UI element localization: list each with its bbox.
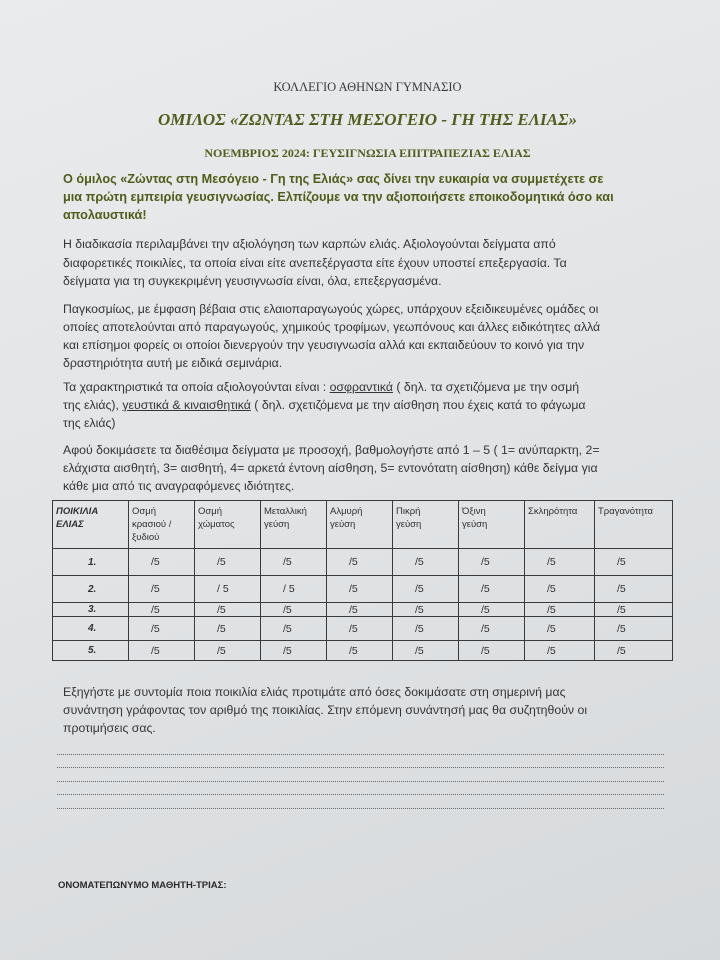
score-cell[interactable]: /5 (595, 641, 673, 661)
header-line: χώματος (198, 519, 235, 530)
table-header-row (53, 501, 673, 549)
score-cell[interactable]: /5 (459, 576, 525, 603)
score-cell[interactable]: /5 (129, 576, 195, 603)
header-line: γεύση (264, 519, 290, 530)
answer-line[interactable] (57, 781, 664, 782)
column-header-hardness (525, 501, 595, 549)
paragraph-line: της ελιάς) (63, 416, 116, 430)
score-cell[interactable]: /5 (525, 617, 595, 641)
variety-number: 4. (53, 617, 129, 641)
intro-line: μια πρώτη εμπειρία γευσιγνωσίας. Ελπίζουμε να την αξιοποιήσετε εποικοδομητικά όσο και (63, 190, 614, 204)
score-cell[interactable]: /5 (393, 641, 459, 661)
score-cell[interactable]: /5 (261, 617, 327, 641)
underlined-term: οσφραντικά (329, 380, 393, 394)
score-cell[interactable]: /5 (195, 617, 261, 641)
header-line: ΠΟΙΚΙΛΙΑ (56, 506, 99, 517)
score-cell[interactable]: /5 (459, 603, 525, 617)
variety-number: 2. (53, 576, 129, 603)
underlined-term: γευστικά & κιναισθητικά (122, 398, 251, 412)
score-cell[interactable]: /5 (393, 617, 459, 641)
header-line: γεύση (330, 519, 356, 530)
score-cell[interactable]: /5 (129, 617, 195, 641)
score-cell[interactable]: /5 (525, 603, 595, 617)
score-cell[interactable]: /5 (261, 603, 327, 617)
score-cell[interactable]: /5 (195, 603, 261, 617)
score-cell[interactable]: /5 (327, 549, 393, 576)
score-cell[interactable]: /5 (327, 617, 393, 641)
text-run: Τα χαρακτηριστικά τα οποία αξιολογούνται είναι : (63, 380, 330, 394)
score-cell[interactable]: /5 (393, 576, 459, 603)
score-cell[interactable]: /5 (595, 617, 673, 641)
table-row (53, 641, 673, 661)
score-cell[interactable]: /5 (195, 641, 261, 661)
paragraph-line: Η διαδικασία περιλαμβάνει την αξιολόγηση των καρπών ελιάς. Αξιολογούνται δείγματα από (63, 237, 556, 251)
paragraph-line: συνάντηση γράφοντας τον αριθμό της ποικιλίας. Στην επόμενη συνάντησή μας θα συζητηθούν οι (63, 703, 588, 717)
header-line: Τραγανότητα (598, 506, 653, 517)
score-cell[interactable]: /5 (327, 641, 393, 661)
column-header-variety (53, 501, 129, 549)
score-cell[interactable]: /5 (261, 549, 327, 576)
score-cell[interactable]: /5 (195, 549, 261, 576)
score-cell[interactable]: /5 (525, 641, 595, 661)
answer-line[interactable] (57, 767, 664, 768)
score-cell[interactable]: /5 (459, 641, 525, 661)
page-title: ΟΜΙΛΟΣ «ΖΩΝΤΑΣ ΣΤΗ ΜΕΣΟΓΕΙΟ - ΓΗ ΤΗΣ ΕΛΙΑΣ» (157, 110, 578, 129)
paragraph-line (63, 380, 579, 394)
paragraph-line: Παγκοσμίως, με έμφαση βέβαια στις ελαιοπαραγωγούς χώρες, υπάρχουν εξειδικευμένες ομάδες οι (63, 302, 599, 316)
rating-table (52, 500, 673, 661)
score-cell[interactable]: /5 (327, 603, 393, 617)
header-line: γεύση (396, 519, 422, 530)
header-line: γεύση (462, 519, 488, 530)
header-line: ξυδιού (132, 532, 160, 543)
student-name-label: ΟΝΟΜΑΤΕΠΩΝΥΜΟ ΜΑΘΗΤΗ-ΤΡΙΑΣ: (58, 880, 227, 891)
answer-line[interactable] (57, 794, 664, 795)
paragraph-line: δείγματα για τη συγκεκριμένη γευσιγνωσία είναι, όλα, επεξεργασμένα. (63, 274, 442, 288)
header-line: Αλμυρή (330, 506, 363, 517)
table-row (53, 603, 673, 617)
score-cell[interactable]: /5 (525, 576, 595, 603)
answer-line[interactable] (57, 808, 664, 809)
table-row (53, 549, 673, 576)
paragraph-line: δραστηριότητα αυτή με ειδικά σεμινάρια. (63, 356, 283, 370)
paragraph-line: προτιμήσεις σας. (63, 721, 156, 735)
column-header-salty-taste (327, 501, 393, 549)
intro-line: απολαυστικά! (63, 208, 147, 222)
column-header-sour-taste (459, 501, 525, 549)
paragraph-line: Εξηγήστε με συντομία ποια ποικιλία ελιάς προτιμάτε από όσες δοκιμάσατε στη σημερινή μας (63, 685, 566, 699)
variety-number: 1. (53, 549, 129, 576)
header-line: Οσμή (132, 506, 157, 517)
column-header-metallic-taste (261, 501, 327, 549)
header-line: Πικρή (396, 506, 421, 517)
answer-line[interactable] (57, 754, 664, 755)
column-header-bitter-taste (393, 501, 459, 549)
text-run: της ελιάς), (63, 398, 123, 412)
paragraph-line (63, 398, 586, 412)
page-subtitle: ΝΟΕΜΒΡΙΟΣ 2024: ΓΕΥΣΙΓΝΩΣΙΑ ΕΠΙΤΡΑΠΕΖΙΑΣ ΕΛΙΑΣ (204, 146, 531, 160)
score-cell[interactable]: /5 (525, 549, 595, 576)
score-cell[interactable]: /5 (393, 549, 459, 576)
score-cell[interactable]: /5 (129, 641, 195, 661)
score-cell[interactable]: /5 (393, 603, 459, 617)
text-run: ( δηλ. τα σχετιζόμενα με την οσμή (392, 380, 580, 394)
score-cell[interactable]: /5 (261, 641, 327, 661)
intro-line: Ο όμιλος «Ζώντας στη Μεσόγειο - Γη της Ελιάς» σας δίνει την ευκαιρία να συμμετέχετε σε (63, 172, 604, 186)
score-cell[interactable]: /5 (129, 603, 195, 617)
score-cell[interactable]: /5 (129, 549, 195, 576)
table-row (53, 617, 673, 641)
school-name: ΚΟΛΛΕΓΙΟ ΑΘΗΝΩΝ ΓΥΜΝΑΣΙΟ (273, 80, 462, 94)
header-line: Οσμή (198, 506, 223, 517)
paragraph-line: κάθε μια από τις αναγραφόμενες ιδιότητες. (63, 479, 295, 493)
paragraph-line: ελάχιστα αισθητή, 3= αισθητή, 4= αρκετά έντονη αίσθηση, 5= εντονότατη αίσθηση) κάθε δείγμα για (63, 461, 598, 475)
paragraph-line: Αφού δοκιμάσετε τα διαθέσιμα δείγματα με προσοχή, βαθμολογήστε από 1 – 5 ( 1= ανύπαρκτη, 2= (63, 443, 600, 457)
score-cell[interactable]: /5 (459, 549, 525, 576)
header-line: Όξινη (462, 506, 486, 517)
text-run: ( δηλ. σχετιζόμενα με την αίσθηση που έχεις κατά το φάγωμα (250, 398, 586, 412)
table-row (53, 576, 673, 603)
header-line: Σκληρότητα (528, 506, 578, 517)
header-line: κρασιού / (132, 519, 172, 530)
score-cell[interactable]: /5 (595, 549, 673, 576)
score-cell[interactable]: / 5 (261, 576, 327, 603)
column-header-earth-smell (195, 501, 261, 549)
score-cell[interactable]: /5 (595, 603, 673, 617)
variety-number: 5. (53, 641, 129, 661)
header-line: ΕΛΙΑΣ (56, 519, 84, 530)
column-header-wine-smell (129, 501, 195, 549)
score-cell[interactable]: /5 (327, 576, 393, 603)
paragraph-line: διαφορετικές ποικιλίες, τα οποία είναι είτε ανεπεξέργαστα είτε έχουν υποστεί επεξεργασία. Τα (63, 256, 567, 270)
paragraph-line: οποίες αποτελούνται από παραγωγούς, χημικούς τροφίμων, γεωπόνους και άλλες ειδικότητες αλλά (63, 320, 601, 334)
column-header-crunchiness (595, 501, 673, 549)
header-line: Μεταλλική (264, 506, 307, 517)
score-cell[interactable]: / 5 (195, 576, 261, 603)
paragraph-line: και επίσημοι φορείς οι οποίοι διενεργούν την γευσιγνωσία αλλά και εκπαιδεύουν το κοινό για την (63, 338, 585, 352)
variety-number: 3. (53, 603, 129, 617)
score-cell[interactable]: /5 (595, 576, 673, 603)
score-cell[interactable]: /5 (459, 617, 525, 641)
